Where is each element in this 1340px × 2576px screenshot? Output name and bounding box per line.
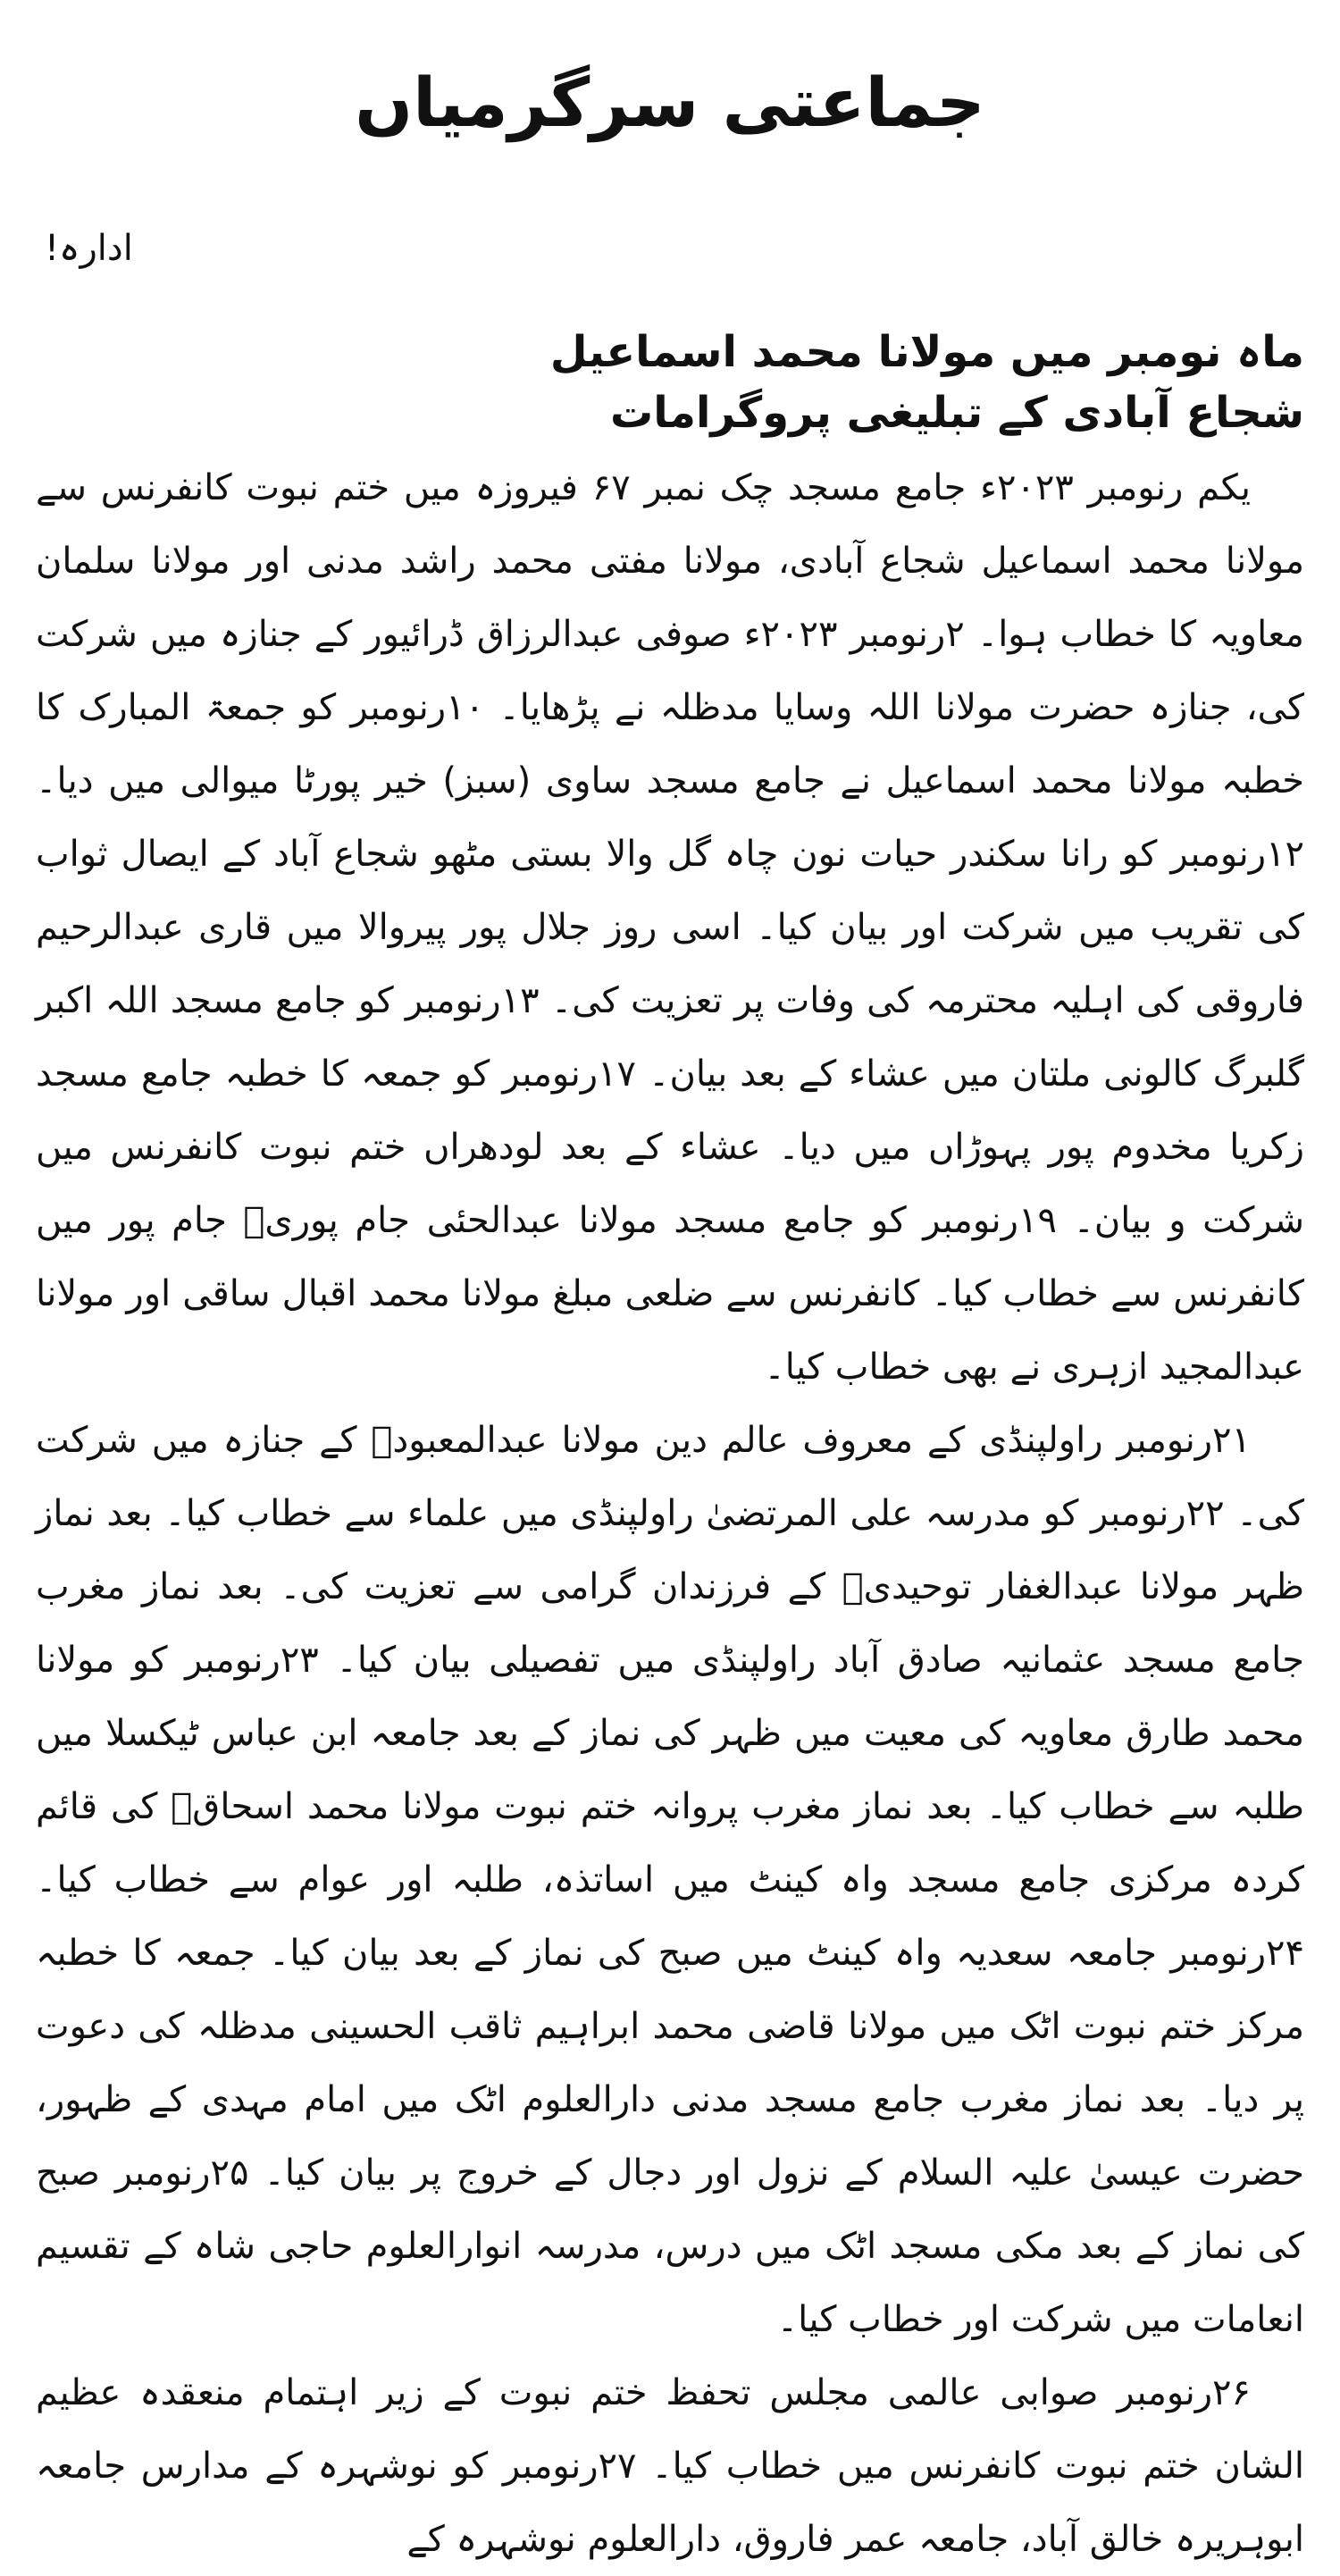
paragraph-2: ۲۱رنومبر راولپنڈی کے معروف عالم دین مولانا عبدالمعبودؒ کے جنازہ میں شرکت کی۔ ۲۲رنومبر کو مدرسہ علی المرتضیٰ راولپنڈی میں علماء سے خطاب کیا۔ بعد نماز ظہر مولانا عبدالغفار توحیدیؒ کے فرزندان گرامی سے تعزیت کی۔ بعد نماز مغرب جامع مسجد عثمانیہ صادق آباد راولپنڈی میں تفصیلی بیان کیا۔ ۲۳رنومبر کو مولانا محمد طارق معاویہ کی معیت میں ظہر کی نماز کے بعد جامعہ ابن عباس ٹیکسلا میں طلبہ سے خطاب کیا۔ بعد نماز مغرب پروانہ ختم نبوت مولانا محمد اسحاقؒ کی قائم کردہ مرکزی جامع مسجد واہ کینٹ میں اساتذہ، طلبہ اور عوام سے خطاب کیا۔ ۲۴رنومبر جامعہ سعدیہ واہ کینٹ میں صبح کی نماز کے بعد بیان کیا۔ جمعہ کا خطبہ مرکز ختم نبوت اٹک میں مولانا قاضی محمد ابراہیم ثاقب الحسینی مدظلہ کی دعوت پر دیا۔ بعد نماز مغرب جامع مسجد مدنی دارالعلوم اٹک میں امام مہدی کے ظہور، حضرت عیسیٰ علیہ السلام کے نزول اور دجال کے خروج پر بیان کیا۔ ۲۵رنومبر صبح کی نماز کے بعد مکی مسجد اٹک میں درس، مدرسہ انوارالعلوم حاجی شاہ کے تقسیم انعامات میں شرکت اور خطاب کیا۔ <box>36 1420 1304 2340</box>
paragraph-1: یکم رنومبر ۲۰۲۳ء جامع مسجد چک نمبر ۶۷ فیروزہ میں ختم نبوت کانفرنس سے مولانا محمد اسماعیل شجاع آبادی، مولانا مفتی محمد راشد مدنی اور مولانا سلمان معاویہ کا خطاب ہوا۔ ۲رنومبر ۲۰۲۳ء صوفی عبدالرزاق ڈرائیور کے جنازہ میں شرکت کی، جنازہ حضرت مولانا اللہ وسایا مدظلہ نے پڑھایا۔ ۱۰رنومبر کو جمعۃ المبارک کا خطبہ مولانا محمد اسماعیل نے جامع مسجد ساوی (سبز) خیر پورٹا میوالی میں دیا۔ ۱۲رنومبر کو رانا سکندر حیات نون چاہ گل والا بستی مٹھو شجاع آباد کے ایصال ثواب کی تقریب میں شرکت اور بیان کیا۔ اسی روز جلال پور پیروالا میں قاری عبدالرحیم فاروقی کی اہلیہ محترمہ کی وفات پر تعزیت کی۔ ۱۳رنومبر کو جامع مسجد اللہ اکبر گلبرگ کالونی ملتان میں عشاء کے بعد بیان۔ ۱۷رنومبر کو جمعہ کا خطبہ جامع مسجد زکریا مخدوم پور پہوڑاں میں دیا۔ عشاء کے بعد لودھراں ختم نبوت کانفرنس میں شرکت و بیان۔ ۱۹رنومبر کو جامع مسجد مولانا عبدالحئی جام پوریؒ جام پور میں کانفرنس سے خطاب کیا۔ کانفرنس سے ضلعی مبلغ مولانا محمد اقبال ساقی اور مولانا عبدالمجید ازہری نے بھی خطاب کیا۔ <box>36 467 1305 1388</box>
section-heading: ماہ نومبر میں مولانا محمد اسماعیل شجاع آبادی کے تبلیغی پروگرامات <box>549 327 1304 438</box>
page-title: جماعتی سرگرمیاں <box>355 63 985 142</box>
paragraph-3: ۲۶رنومبر صوابی عالمی مجلس تحفظ ختم نبوت کے زیر اہتمام منعقدہ عظیم الشان ختم نبوت کانفرنس میں خطاب کیا۔ ۲۷رنومبر کو نوشہرہ کے مدارس جامعہ ابوہریرہ خالق آباد، جامعہ عمر فاروق، دارالعلوم نوشہرہ کے <box>36 2372 1304 2560</box>
article-body <box>36 451 1304 2576</box>
byline: ادارہ! <box>45 228 133 269</box>
